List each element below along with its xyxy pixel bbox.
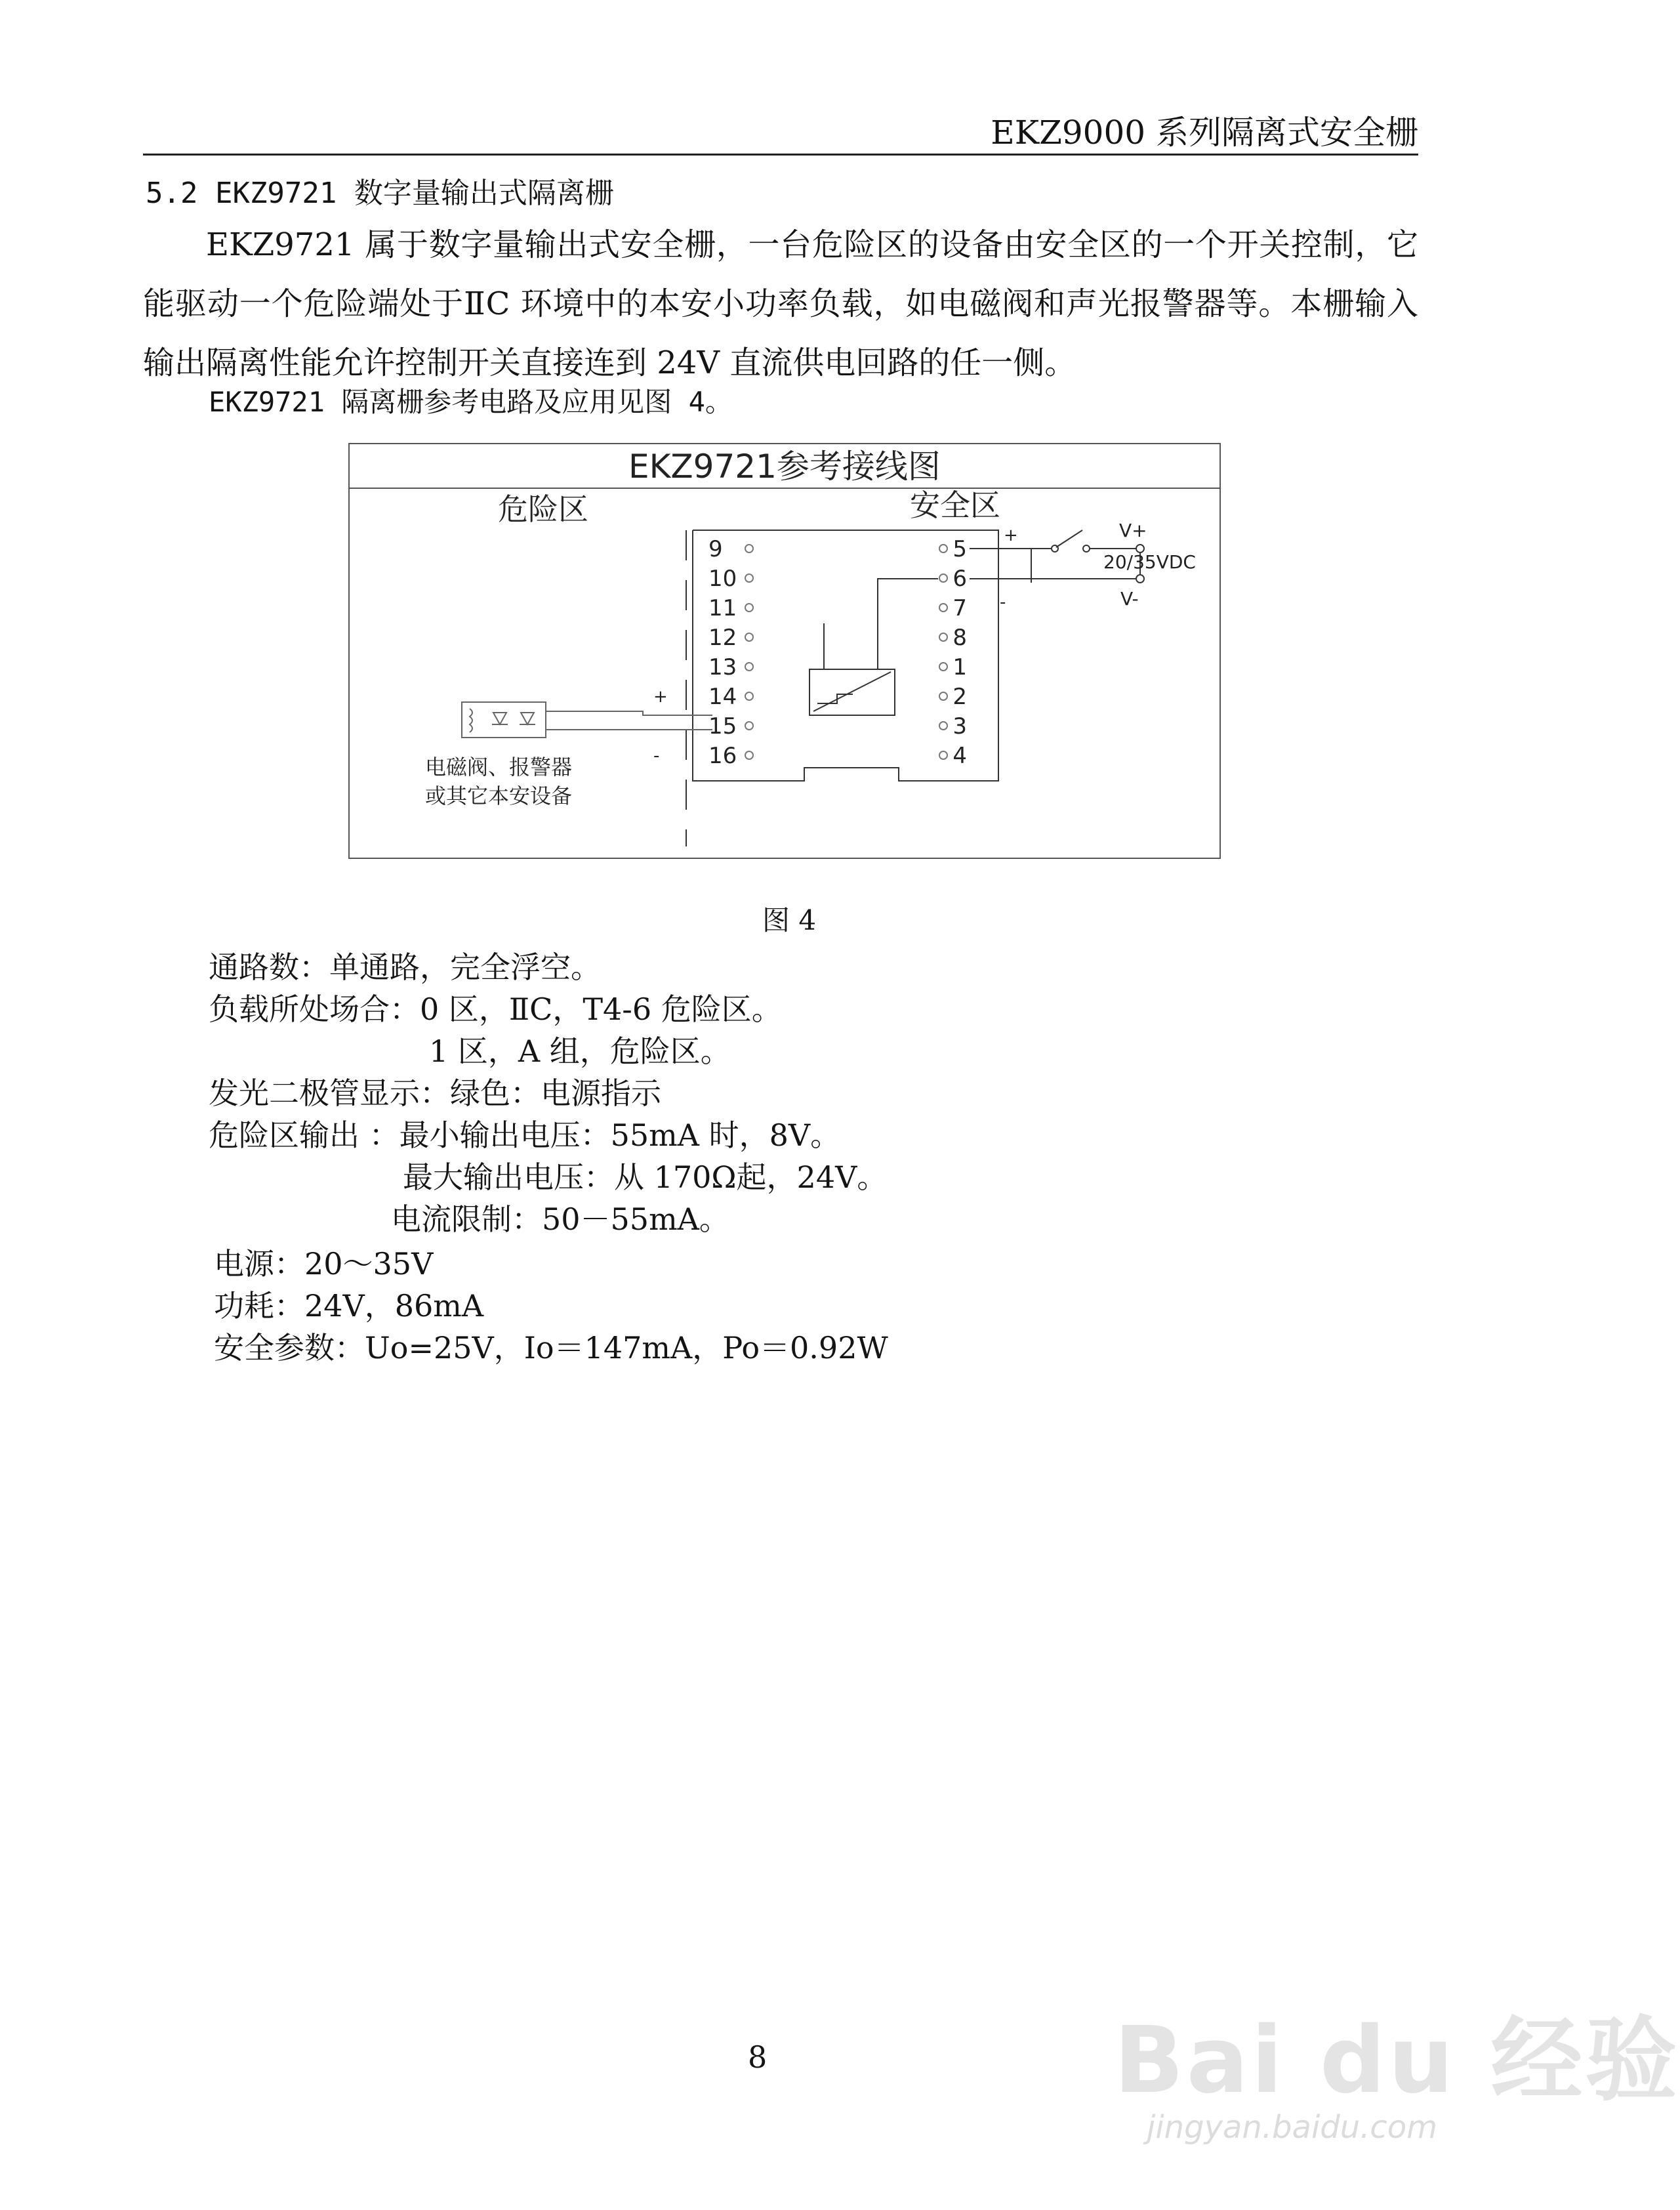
safe-zone-label: 安全区: [910, 488, 1000, 523]
right-terminal-8-screw: [939, 633, 947, 641]
switch-contact-b: [1083, 545, 1090, 552]
left-terminal-9-screw: [745, 545, 753, 552]
left-terminal-14-label: 14: [708, 684, 737, 710]
device-label-2: 或其它本安设备: [425, 783, 573, 808]
left-terminal-9-label: 9: [708, 536, 723, 562]
left-terminal-14-screw: [745, 692, 753, 700]
wire-term5: [970, 549, 1031, 583]
section-heading: 5.2 EKZ9721 数字量输出式隔离栅: [146, 177, 614, 210]
right-terminal-4-label: 4: [953, 743, 967, 769]
left-terminal-12-screw: [745, 633, 753, 641]
left-terminal-15-screw: [745, 722, 753, 730]
spec-channels: 通路数：单通路，完全浮空。: [209, 949, 601, 985]
plus-left-label: +: [653, 687, 668, 707]
watermark-url: jingyan.baidu.com: [1147, 2109, 1437, 2146]
diode-1: [493, 713, 506, 724]
spec-load-location-1: 负载所处场合：0 区，ⅡC，T4-6 危险区。: [209, 991, 782, 1027]
minus-left-label: -: [653, 746, 660, 766]
left-terminal-15-label: 15: [708, 713, 737, 740]
spec-power: 电源：20～35V: [214, 1246, 434, 1282]
vminus-terminal: [1136, 575, 1144, 583]
coil-symbol: [470, 709, 472, 732]
right-terminal-6-screw: [939, 574, 947, 582]
wire-internal-b: [878, 579, 938, 669]
right-terminal-strip: [939, 536, 967, 769]
v-minus-label: V-: [1120, 588, 1139, 610]
left-terminal-11-label: 11: [708, 595, 737, 621]
right-terminal-1-label: 1: [953, 654, 967, 680]
watermark-logo: Bai du 经验: [1114, 2007, 1680, 2114]
document-header-title: EKZ9000 系列隔离式安全栅: [991, 114, 1418, 152]
left-terminal-11-screw: [745, 604, 753, 612]
device-label-1: 电磁阀、报警器: [425, 755, 573, 780]
field-device-box: [462, 702, 546, 738]
v-plus-label: V+: [1119, 520, 1147, 541]
right-terminal-3-label: 3: [953, 713, 967, 740]
hazard-zone-label: 危险区: [498, 491, 588, 527]
plus-right-label: +: [1004, 526, 1018, 545]
pulse-symbol: [817, 694, 853, 703]
left-terminal-16-label: 16: [708, 743, 737, 769]
supply-voltage-label: 20/35VDC: [1103, 551, 1196, 573]
spec-output-3: 电流限制：50－55mA。: [391, 1201, 729, 1237]
right-terminal-4-screw: [939, 751, 947, 759]
spec-output-1: 危险区输出 ：最小输出电压：55mA 时，8V。: [209, 1117, 841, 1153]
diagram-title: EKZ9721参考接线图: [628, 448, 941, 486]
left-terminal-16-screw: [745, 751, 753, 759]
spec-load-location-2: 1 区，A 组，危险区。: [429, 1033, 731, 1069]
left-terminal-strip: [708, 536, 753, 769]
left-terminal-12-label: 12: [708, 625, 737, 651]
right-terminal-1-screw: [939, 663, 947, 671]
spec-safety: 安全参数：Uo=25V，Io＝147mA，Po＝0.92W: [214, 1330, 888, 1366]
minus-right-label: -: [1000, 593, 1006, 612]
page-number: 8: [748, 2039, 768, 2075]
right-terminal-7-screw: [939, 604, 947, 612]
figure-caption: 图 4: [762, 904, 817, 936]
isolation-diagonal: [813, 672, 891, 711]
spec-led: 发光二极管显示：绿色：电源指示: [209, 1075, 661, 1111]
right-terminal-6-label: 6: [953, 566, 967, 592]
spec-output-2: 最大输出电压：从 170Ω起，24V。: [403, 1159, 888, 1195]
left-terminal-10-screw: [745, 574, 753, 582]
spec-consumption: 功耗：24V，86mA: [214, 1288, 484, 1324]
right-terminal-8-label: 8: [953, 625, 967, 651]
right-terminal-5-screw: [939, 545, 947, 552]
right-terminal-5-label: 5: [953, 536, 967, 562]
left-terminal-10-label: 10: [708, 566, 737, 592]
wire-device-plus: [546, 711, 712, 715]
right-terminal-2-label: 2: [953, 684, 967, 710]
right-terminal-3-screw: [939, 722, 947, 730]
right-terminal-2-screw: [939, 692, 947, 700]
left-terminal-13-screw: [745, 663, 753, 671]
figure-reference: EKZ9721 隔离栅参考电路及应用见图 4。: [209, 386, 733, 418]
intro-text: EKZ9721 属于数字量输出式安全栅，一台危险区的设备由安全区的一个开关控制，它能驱动一个危险端处于ⅡC 环境中的本安小功率负载，如电磁阀和声光报警器等。本栅输入输出隔离性能允许控制开关直接连到 24V 直流供电回路的任一侧。: [143, 226, 1418, 381]
diode-2: [521, 713, 534, 724]
right-terminal-7-label: 7: [953, 595, 967, 621]
left-terminal-13-label: 13: [708, 654, 737, 680]
switch-blade: [1056, 530, 1082, 547]
